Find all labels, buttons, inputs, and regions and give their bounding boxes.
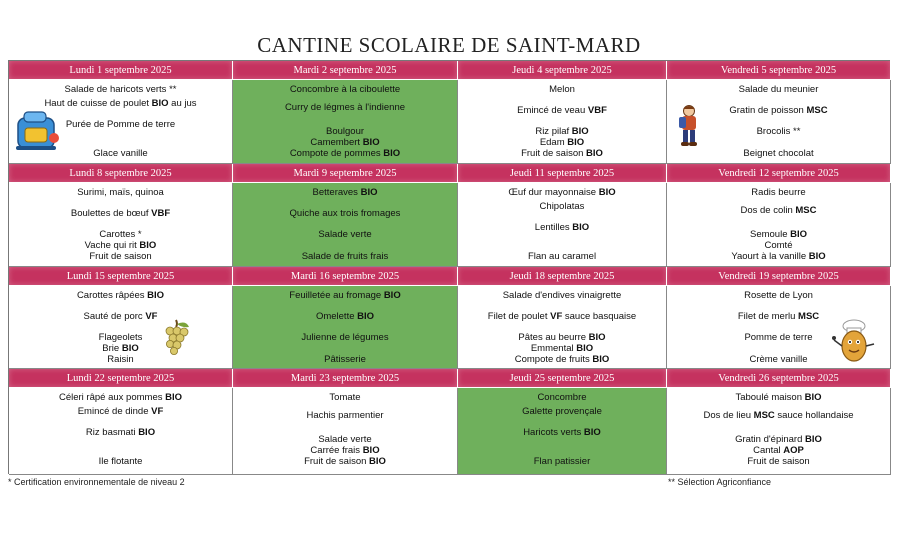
menu-item (667, 240, 890, 251)
menu-item (667, 229, 890, 240)
menu-item (233, 126, 457, 137)
menu-item-text: Dos de lieu (703, 410, 754, 421)
label-badge: BIO (805, 434, 822, 445)
menu-item-text: Flan au caramel (527, 251, 597, 262)
menu-item-text: Salade verte (318, 229, 372, 240)
menu-item-text: Compote de pommes (289, 148, 384, 159)
menu-item (9, 311, 232, 322)
menu-item-text: Riz basmati (85, 427, 139, 438)
menu-item (458, 187, 666, 198)
menu-item-text: Filet de poulet (487, 311, 551, 322)
menu-item-text: Glace vanille (93, 148, 148, 159)
menu-item-text: Purée de Pomme de terre (65, 119, 176, 130)
menu-item-text: Pomme de terre (744, 332, 813, 343)
label-badge: BIO (121, 343, 139, 354)
potato-chef-icon (832, 318, 880, 364)
menu-item-text: Salade verte (318, 434, 372, 445)
menu-item-text: Filet de merlu (737, 311, 799, 322)
grapes-icon (160, 318, 192, 358)
menu-item-text: Tomate (329, 392, 361, 403)
day-header: Jeudi 18 septembre 2025 (458, 267, 667, 286)
menu-item-text: Betteraves (312, 187, 361, 198)
day-menu-cell (458, 286, 667, 369)
menu-item-text: Galette provençale (522, 406, 602, 417)
schoolbag-icon (14, 108, 60, 152)
menu-item-text: Flageolets (98, 332, 143, 343)
label-badge: VBF (587, 105, 607, 116)
label-badge: AOP (783, 445, 804, 456)
menu-item (458, 222, 666, 233)
label-badge: BIO (383, 148, 401, 159)
menu-item (458, 137, 666, 148)
menu-item-text: Edam (539, 137, 568, 148)
menu-item (233, 229, 457, 240)
menu-item (458, 201, 666, 212)
menu-item (233, 290, 457, 301)
label-badge: MSC (795, 205, 817, 216)
menu-item (9, 392, 232, 403)
menu-item-text: Feuilletée au fromage (289, 290, 384, 301)
menu-item-text: Pâtisserie (324, 354, 366, 365)
label-badge: BIO (583, 427, 601, 438)
menu-item-text: Salade de fruits frais (301, 251, 389, 262)
day-menu-cell (9, 286, 233, 369)
day-header: Jeudi 25 septembre 2025 (458, 369, 667, 388)
menu-item-text: Comté (764, 240, 793, 251)
day-header: Mardi 9 septembre 2025 (233, 164, 458, 183)
footnote-agriconfiance: ** Sélection Agriconfiance (668, 477, 772, 487)
menu-item (458, 392, 666, 403)
menu-item-text: Carottes * (99, 229, 142, 240)
menu-item-text: Rosette de Lyon (744, 290, 813, 301)
menu-item (9, 240, 232, 251)
menu-item (233, 445, 457, 456)
label-badge: BIO (598, 187, 616, 198)
menu-item-text: Flan patissier (533, 456, 591, 467)
label-badge: BIO (362, 137, 380, 148)
menu-item (9, 290, 232, 301)
label-badge: BIO (165, 392, 183, 403)
menu-item-text: Semoule (749, 229, 791, 240)
page-title: CANTINE SCOLAIRE DE SAINT-MARD (257, 33, 641, 57)
menu-item (458, 126, 666, 137)
day-header: Lundi 1 septembre 2025 (9, 61, 233, 80)
menu-item (9, 427, 232, 438)
menu-item (9, 84, 232, 95)
menu-item-text: Œuf dur mayonnaise (508, 187, 599, 198)
menu-item (667, 84, 890, 95)
menu-item-text: Beignet chocolat (743, 148, 814, 159)
day-menu-cell (667, 183, 891, 267)
menu-item (667, 434, 890, 445)
day-header: Vendredi 26 septembre 2025 (667, 369, 891, 388)
menu-item-text: Salade de haricots verts ** (64, 84, 177, 95)
label-badge: BIO (790, 229, 808, 240)
day-header: Lundi 22 septembre 2025 (9, 369, 233, 388)
menu-item-text: Brie (102, 343, 122, 354)
menu-item (9, 354, 232, 365)
day-header: Jeudi 11 septembre 2025 (458, 164, 667, 183)
menu-item-text: Yaourt à la vanille (731, 251, 809, 262)
menu-item-text: Fruit de saison (89, 251, 152, 262)
menu-item-text: au jus (168, 98, 197, 109)
menu-item (458, 311, 666, 322)
menu-item (9, 332, 232, 343)
menu-item-text: Brocolis ** (756, 126, 801, 137)
menu-item-text: Concombre à la ciboulette (289, 84, 401, 95)
day-header: Vendredi 12 septembre 2025 (667, 164, 891, 183)
day-menu-cell (458, 388, 667, 475)
day-menu-cell (233, 183, 458, 267)
menu-table (8, 60, 890, 474)
day-menu-cell (458, 80, 667, 164)
menu-item-text: Fruit de saison (521, 148, 587, 159)
menu-item (233, 251, 457, 262)
menu-item (667, 290, 890, 301)
menu-item-text: Salade d'endives vinaigrette (502, 290, 622, 301)
boy-with-backpack-icon (676, 104, 702, 148)
menu-item (458, 456, 666, 467)
day-menu-cell (9, 183, 233, 267)
label-badge: BIO (804, 392, 822, 403)
menu-item (458, 290, 666, 301)
menu-item (458, 105, 666, 116)
menu-item (458, 251, 666, 262)
menu-item-text: Curry de légmes à l'indienne (284, 102, 406, 113)
label-badge: BIO (567, 137, 585, 148)
menu-item (667, 392, 890, 403)
label-badge: BIO (808, 251, 826, 262)
label-badge: BIO (586, 148, 603, 159)
menu-item-text: Sauté de porc (83, 311, 146, 322)
day-header: Mardi 23 septembre 2025 (233, 369, 458, 388)
menu-item-text: Cantal (753, 445, 784, 456)
label-badge: VF (151, 406, 164, 417)
menu-item-text: Emmental (530, 343, 577, 354)
menu-item (233, 354, 457, 365)
day-menu-cell (458, 183, 667, 267)
menu-item (233, 332, 457, 343)
label-badge: BIO (138, 427, 156, 438)
menu-item (233, 102, 457, 113)
menu-item (233, 434, 457, 445)
menu-item (233, 187, 457, 198)
label-badge: MSC (806, 105, 828, 116)
menu-item-text: Ile flotante (98, 456, 143, 467)
menu-item-text: Concombre (537, 392, 587, 403)
menu-item (458, 148, 666, 159)
menu-item (9, 208, 232, 219)
day-header: Vendredi 5 septembre 2025 (667, 61, 891, 80)
menu-item (667, 205, 890, 216)
menu-item-text: Surimi, maïs, quinoa (77, 187, 164, 198)
menu-item (458, 343, 666, 354)
menu-item (667, 410, 890, 421)
menu-item-text: Carottes râpées (76, 290, 148, 301)
menu-item (667, 251, 890, 262)
menu-item (9, 456, 232, 467)
menu-item (458, 406, 666, 417)
label-badge: BIO (572, 222, 590, 233)
label-badge: BIO (588, 332, 606, 343)
menu-item-text: Vache qui rit (84, 240, 140, 251)
menu-item-text: Julienne de légumes (301, 332, 389, 343)
day-header: Lundi 15 septembre 2025 (9, 267, 233, 286)
day-menu-cell (233, 286, 458, 369)
menu-item-text: Céleri râpé aux pommes (58, 392, 166, 403)
day-menu-cell (667, 388, 891, 475)
menu-item-text: Haut de cuisse de poulet (44, 98, 152, 109)
menu-item (458, 84, 666, 95)
menu-item-text: Fruit de saison (747, 456, 810, 467)
label-badge: BIO (362, 445, 380, 456)
menu-item-text: Riz pilaf (535, 126, 572, 137)
menu-item (458, 332, 666, 343)
menu-item (458, 427, 666, 438)
day-header: Lundi 8 septembre 2025 (9, 164, 233, 183)
menu-item-text: Gratin de poisson (729, 105, 807, 116)
menu-item (9, 187, 232, 198)
menu-item (667, 456, 890, 467)
menu-item-text: Gratin d'épinard (735, 434, 806, 445)
label-badge: VF (550, 311, 563, 322)
menu-item-text: Boulettes de bœuf (70, 208, 152, 219)
label-badge: VBF (151, 208, 171, 219)
label-badge: BIO (383, 290, 401, 301)
label-badge: BIO (147, 290, 165, 301)
label-badge: BIO (592, 354, 610, 365)
menu-item-text: Boulgour (325, 126, 365, 137)
label-badge: BIO (139, 240, 157, 251)
menu-item-text: Carrée frais (310, 445, 363, 456)
menu-item-text: Quiche aux trois fromages (289, 208, 401, 219)
menu-item (458, 354, 666, 365)
label-badge: BIO (151, 98, 169, 109)
menu-item (9, 251, 232, 262)
label-badge: BIO (576, 343, 594, 354)
menu-item (667, 148, 890, 159)
menu-item-text: Radis beurre (751, 187, 806, 198)
menu-item (9, 343, 232, 354)
menu-item-text: Melon (549, 84, 575, 95)
menu-item (667, 187, 890, 198)
menu-item (667, 445, 890, 456)
menu-item (233, 311, 457, 322)
menu-item-text: Taboulé maison (735, 392, 805, 403)
menu-item-text: Compote de fruits (514, 354, 593, 365)
label-badge: BIO (357, 311, 375, 322)
menu-item-text: Dos de colin (740, 205, 796, 216)
menu-item-text: Fruit de saison (304, 456, 370, 467)
day-menu-cell (9, 388, 233, 475)
menu-item-text: Camembert (310, 137, 363, 148)
footnote-certification: * Certification environnementale de niveau 2 (8, 477, 185, 487)
menu-item (9, 229, 232, 240)
day-header: Mardi 16 septembre 2025 (233, 267, 458, 286)
day-header: Mardi 2 septembre 2025 (233, 61, 458, 80)
menu-item-text: Lentilles (534, 222, 573, 233)
menu-item-text: Emincé de dinde (77, 406, 152, 417)
menu-item (9, 406, 232, 417)
label-badge: MSC (798, 311, 820, 322)
menu-item (233, 456, 457, 467)
label-badge: BIO (369, 456, 386, 467)
menu-item (233, 84, 457, 95)
menu-item-text: Haricots verts (523, 427, 584, 438)
day-header: Vendredi 19 septembre 2025 (667, 267, 891, 286)
menu-item-text: sauce basquaise (562, 311, 637, 322)
menu-item-text: Chipolatas (539, 201, 585, 212)
menu-item-text: Emincé de veau (517, 105, 588, 116)
menu-item (233, 208, 457, 219)
menu-item-text: Hachis parmentier (306, 410, 384, 421)
label-badge: BIO (571, 126, 589, 137)
menu-item-text: Pâtes au beurre (518, 332, 589, 343)
menu-item-text: Omelette (315, 311, 358, 322)
menu-item (233, 148, 457, 159)
menu-item-text: Crème vanille (749, 354, 808, 365)
label-badge: BIO (360, 187, 378, 198)
day-menu-cell (233, 80, 458, 164)
label-badge: VF (145, 311, 158, 322)
menu-item (233, 137, 457, 148)
label-badge: MSC (753, 410, 775, 421)
menu-item-text: Raisin (107, 354, 134, 365)
day-header: Jeudi 4 septembre 2025 (458, 61, 667, 80)
menu-item-text: sauce hollandaise (774, 410, 854, 421)
menu-item (233, 392, 457, 403)
day-menu-cell (233, 388, 458, 475)
menu-item-text: Salade du meunier (738, 84, 819, 95)
menu-item (233, 410, 457, 421)
